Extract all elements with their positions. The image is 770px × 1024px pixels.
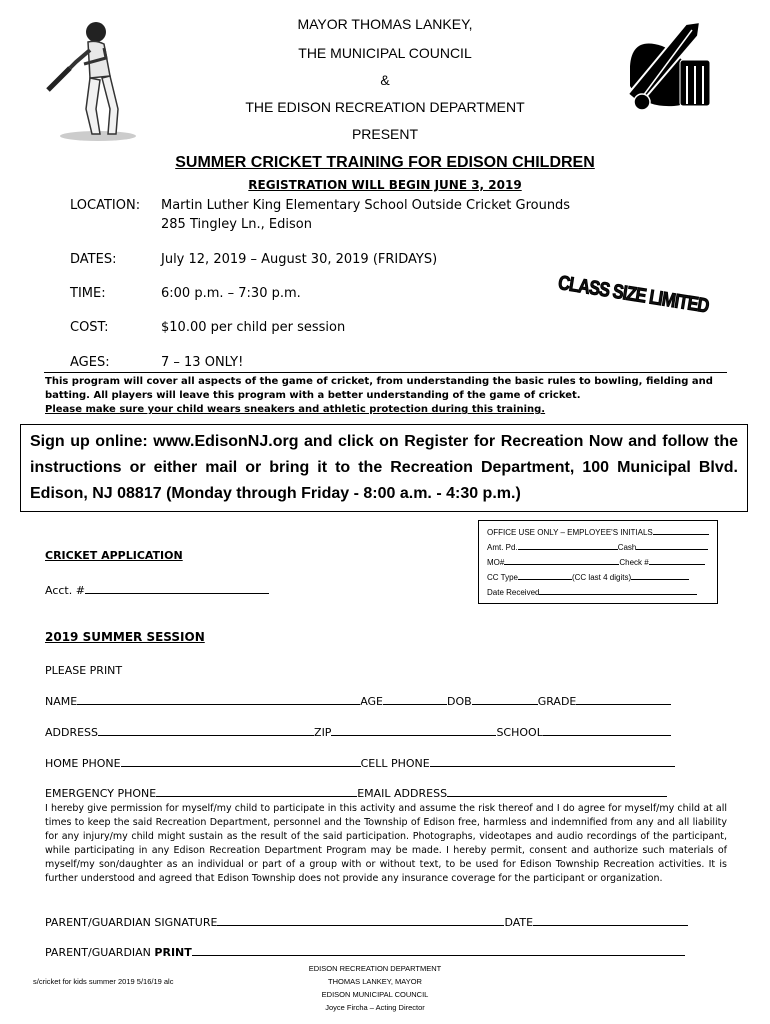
- grade-label: GRADE: [537, 695, 577, 708]
- age-label: AGE: [360, 695, 384, 708]
- cost-label: COST:: [70, 320, 109, 335]
- print-label-bold: PRINT: [154, 946, 192, 959]
- page-title: SUMMER CRICKET TRAINING FOR EDISON CHILDREN: [175, 154, 595, 171]
- header-line-2: THE MUNICIPAL COUNCIL: [298, 45, 472, 61]
- footer-line-3: EDISON MUNICIPAL COUNCIL: [321, 990, 429, 999]
- acct-label: Acct. #: [45, 584, 85, 597]
- school-label: SCHOOL: [496, 726, 543, 739]
- office-use-box: [478, 520, 718, 604]
- please-print: PLEASE PRINT: [45, 664, 123, 677]
- class-size-stamp: CLASS SIZE LIMITED: [556, 272, 711, 318]
- divider: [44, 372, 727, 373]
- zip-field[interactable]: [331, 725, 496, 736]
- zip-label: ZIP: [314, 726, 332, 739]
- time-value: 6:00 p.m. – 7:30 p.m.: [161, 286, 301, 301]
- ages-label: AGES:: [70, 355, 110, 370]
- permission-text: I hereby give permission for myself/my child to participate in this activity and assume the risk thereof and I do agree for myself/my child at all times to keep the said Recreation Department, personnel and the Township of Edison free, harmless and indemnified from any and all liability for any injury/my child might sustain as the result of the said participation. Photographs, videotapes and audio recordings of the participant, while participating in any Edison Recreation Department Program may be made. I hereby permit, consent and authorize such materials of myself/my son/daughter as an individual or part of a group with or without text, to be used for Edison Township Recreation activities. It is further understood and agreed that Edison Township does not provide any insurance coverage for the participant or organization.: [45, 803, 727, 884]
- dob-label: DOB: [447, 695, 472, 708]
- acct-field[interactable]: [85, 583, 269, 594]
- cell-phone-field[interactable]: [430, 756, 675, 767]
- program-description: This program will cover all aspects of the game of cricket, from understanding the basic rules to bowling, fielding and batting. All players will leave this program with a better understanding of the game of cricket.: [45, 376, 713, 401]
- office-cash: Cash: [617, 543, 637, 552]
- header-line-1: MAYOR THOMAS LANKEY,: [297, 16, 473, 32]
- date-field[interactable]: [533, 915, 688, 926]
- signature-field[interactable]: [217, 915, 504, 926]
- dob-field[interactable]: [472, 694, 538, 705]
- email-label: EMAIL ADDRESS: [357, 787, 448, 800]
- ages-value: 7 – 13 ONLY!: [161, 355, 244, 370]
- location-line-2: 285 Tingley Ln., Edison: [161, 217, 312, 232]
- dates-label: DATES:: [70, 252, 117, 267]
- emergency-phone-label: EMERGENCY PHONE: [45, 787, 157, 800]
- signup-box: Sign up online: www.EdisonNJ.org and click on Register for Recreation Now and follow the instructions or either mail or bring it to the Recreation Department, 100 Municipal Blvd. Edison, NJ 08817 (Monday through Friday - 8:00 a.m. - 4:30 p.m.): [20, 424, 748, 512]
- header-line-5: PRESENT: [351, 126, 419, 142]
- safety-note: Please make sure your child wears sneakers and athletic protection during this training.: [45, 404, 546, 415]
- footer-line-1: EDISON RECREATION DEPARTMENT: [308, 964, 442, 973]
- name-label: NAME: [45, 695, 78, 708]
- age-field[interactable]: [383, 694, 447, 705]
- grade-field[interactable]: [576, 694, 671, 705]
- office-cc-type: CC Type: [487, 573, 518, 582]
- office-check: Check #: [619, 558, 649, 567]
- dates-value: July 12, 2019 – August 30, 2019 (FRIDAYS): [161, 252, 438, 267]
- application-heading: CRICKET APPLICATION: [45, 549, 183, 562]
- address-field[interactable]: [98, 725, 314, 736]
- name-field[interactable]: [77, 694, 360, 705]
- program-note: [45, 375, 735, 417]
- cell-phone-label: CELL PHONE: [360, 757, 430, 770]
- location-label: LOCATION:: [70, 198, 141, 213]
- office-date-received: Date Received: [487, 588, 540, 597]
- print-field[interactable]: [192, 945, 685, 956]
- session-heading: 2019 SUMMER SESSION: [45, 630, 205, 644]
- email-field[interactable]: [447, 786, 667, 797]
- location-line-1: Martin Luther King Elementary School Outside Cricket Grounds: [161, 198, 571, 213]
- office-amt: Amt. Pd.: [487, 543, 518, 552]
- office-mo: MO#: [487, 558, 505, 567]
- address-label: ADDRESS: [45, 726, 99, 739]
- cost-value: $10.00 per child per session: [161, 320, 346, 335]
- office-cc-last: (CC last 4 digits): [571, 573, 632, 582]
- registration-notice: REGISTRATION WILL BEGIN JUNE 3, 2019: [248, 178, 522, 192]
- school-field[interactable]: [543, 725, 671, 736]
- header-line-4: THE EDISON RECREATION DEPARTMENT: [245, 99, 525, 115]
- footer-line-2: THOMAS LANKEY, MAYOR: [328, 977, 422, 986]
- office-title: OFFICE USE ONLY – EMPLOYEE'S INITIALS: [487, 528, 653, 537]
- footer-block: [280, 962, 470, 1014]
- home-phone-label: HOME PHONE: [45, 757, 121, 770]
- emergency-phone-field[interactable]: [156, 786, 357, 797]
- signature-label: PARENT/GUARDIAN SIGNATURE: [45, 916, 218, 929]
- print-label: PARENT/GUARDIAN: [45, 946, 155, 959]
- footer-line-4: Joyce Fircha – Acting Director: [325, 1003, 425, 1012]
- home-phone-field[interactable]: [121, 756, 361, 767]
- date-label: DATE: [504, 916, 534, 929]
- header-line-3: &: [380, 72, 390, 88]
- file-reference: s/cricket for kids summer 2019 5/16/19 alc: [33, 977, 174, 986]
- time-label: TIME:: [70, 286, 106, 301]
